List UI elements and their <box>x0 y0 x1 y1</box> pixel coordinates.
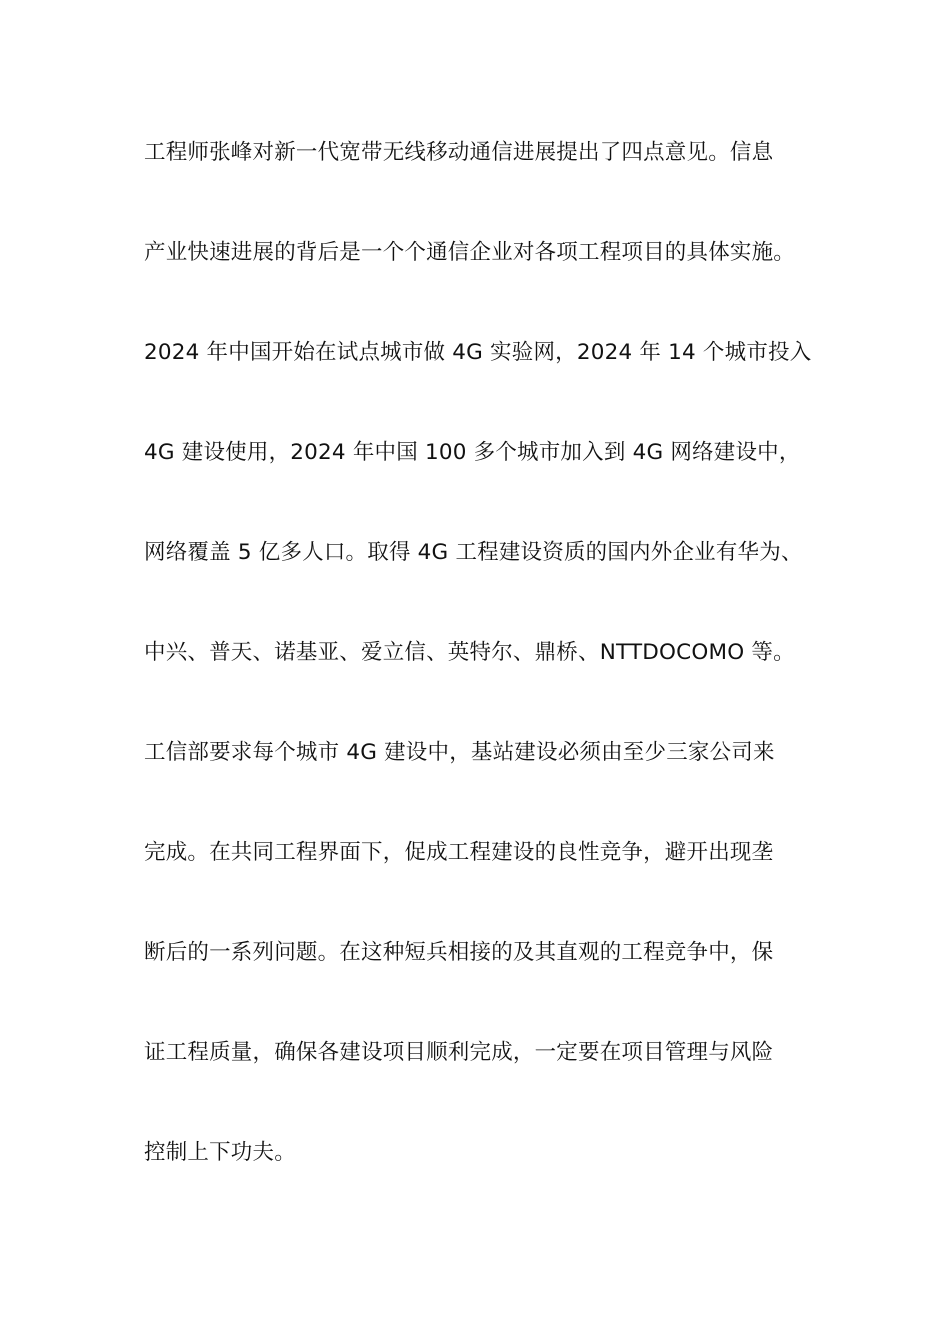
text-line: 工程师张峰对新一代宽带无线移动通信进展提出了四点意见。信息 <box>144 140 774 165</box>
text-line: 网络覆盖 5 亿多人口。取得 4G 工程建设资质的国内外企业有华为、 <box>144 540 803 565</box>
text-line: 中兴、普天、诺基亚、爱立信、英特尔、鼎桥、NTTDOCOMO 等。 <box>144 640 795 665</box>
text-line: 完成。在共同工程界面下，促成工程建设的良性竞争，避开出现垄 <box>144 840 774 865</box>
text-line: 控制上下功夫。 <box>144 1140 296 1165</box>
text-line: 工信部要求每个城市 4G 建设中，基站建设必须由至少三家公司来 <box>144 740 775 765</box>
text-line: 断后的一系列问题。在这种短兵相接的及其直观的工程竞争中，保 <box>144 940 774 965</box>
text-line: 产业快速进展的背后是一个个通信企业对各项工程项目的具体实施。 <box>144 240 796 265</box>
text-line: 4G 建设使用，2024 年中国 100 多个城市加入到 4G 网络建设中， <box>144 440 801 465</box>
text-line: 证工程质量，确保各建设项目顺利完成，一定要在项目管理与风险 <box>144 1040 774 1065</box>
text-line: 2024 年中国开始在试点城市做 4G 实验网，2024 年 14 个城市投入 <box>144 340 812 365</box>
body-text <box>144 133 824 1233</box>
